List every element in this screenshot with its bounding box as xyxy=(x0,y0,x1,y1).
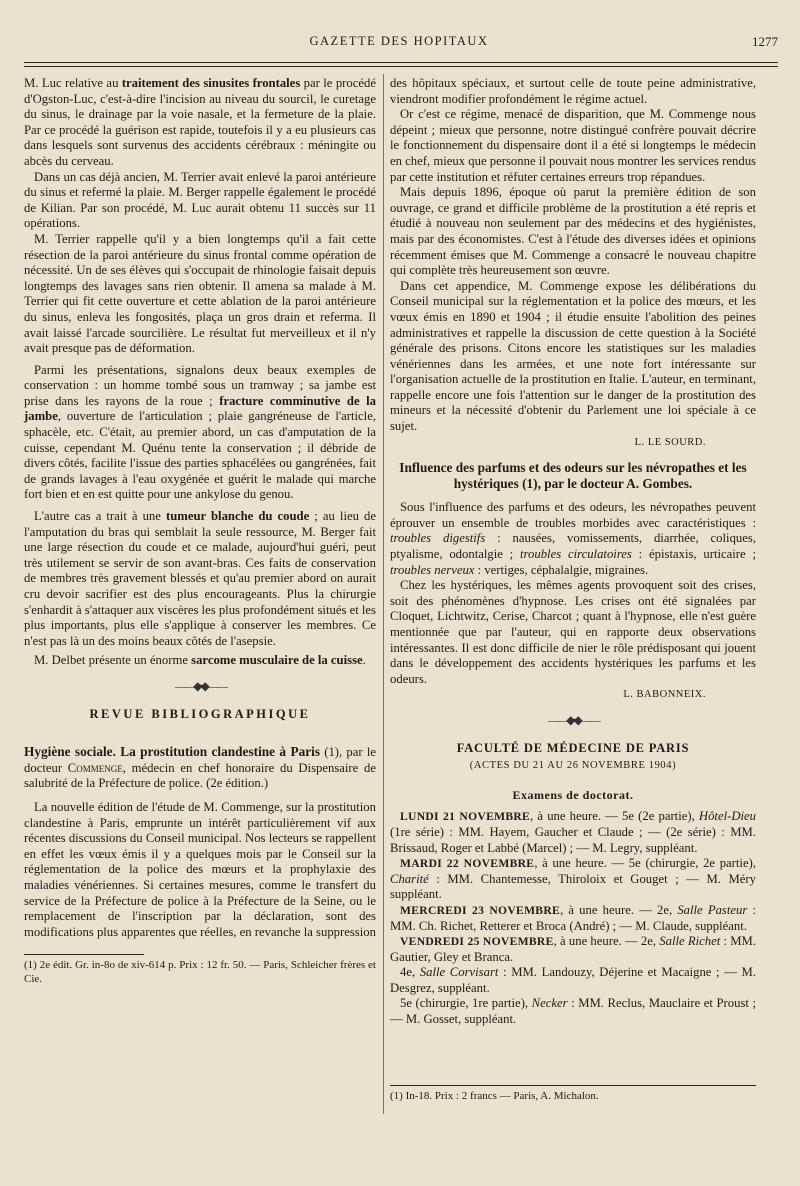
journal-title: GAZETTE DES HOPITAUX xyxy=(309,34,489,48)
right-column xyxy=(390,76,756,1028)
paragraph-presentations: Parmi les présentations, signalons deux beaux exemples de conservation : un homme tombé sous un tramway ; sa jambe est prise dans les rayons de la roue ; fracture comminutive de la jambe, ouverture de l'articulation ; plaie gangréneuse de l'article, sphacèle, etc. C'était, au premier abord, un cas d'amputation de la cuisse, cependant M. Quénu tente la conservation ; il débride de divers côtés, facilite l'issue des parties sphacélées ou gangrénées, fait de grands lavages à l'eau oxygénée et guérit le malade qui marche fort bien et en est quitte pour une ankylose du genou. xyxy=(24,362,376,502)
paragraph-hopitaux: des hôpitaux spéciaux, et surtout celle de toute peine administrative, viendront modifier profondément le régime actuel. xyxy=(390,76,756,106)
paragraph-regime: Or c'est ce régime, menacé de disparition, que M. Commenge nous dépeint ; mieux que personne, notre distingué confrère pouvait décrire le fonctionnement du dispensaire dont il a été si longtemps le médecin en chef, mieux que personne il pouvait nous montrer les services rendus par cette institution et réfuter certaines erreurs trop répandues. xyxy=(390,107,756,184)
exam-entry-necker: 5e (chirurgie, 1re partie), Necker : MM. Reclus, Mauclaire et Proust ; — M. Gosset, suppléant. xyxy=(390,996,756,1027)
exam-entry-corvisart: 4e, Salle Corvisart : MM. Landouzy, Déjerine et Macaigne ; — M. Desgrez, suppléant. xyxy=(390,965,756,995)
paragraph-appendice: Dans cet appendice, M. Commenge expose les délibérations du Conseil municipal sur la réglementation et la police des mœurs, et les vœux émis en 1890 et 1904 ; il étudie ensuite l'abolition des peines administratives et rappelle la discussion de cette question à la Société générale des prisons. Citons encore les statistiques sur les maladies vénériennes dans les armées, et une note fort intéressante sur l'organisation actuelle de la prostitution en Italie. L'auteur, en terminant, rappelle encore une fois l'attention sur le danger de la prostitution des mineurs et la nécessité d'obtenir du Parlement une loi spéciale à ce sujet. xyxy=(390,278,756,434)
signature-le-sourd: L. LE SOURD. xyxy=(634,436,706,448)
section-title-revue: REVUE BIBLIOGRAPHIQUE xyxy=(89,706,311,721)
exam-entry-mardi: MARDI 22 NOVEMBRE, à une heure. — 5e (chirurgie, 2e partie), Charité : MM. Chantemesse, Thiroloix et Gouget ; — M. Méry suppléant. xyxy=(390,856,756,902)
faculty-title: FACULTÉ DE MÉDECINE DE PARIS xyxy=(456,740,690,755)
exam-entry-vendredi: VENDREDI 25 NOVEMBRE, à une heure. — 2e, Salle Richet : MM. Gautier, Gley et Branca. xyxy=(390,934,756,964)
exam-entry-mercredi: MERCREDI 23 NOVEMBRE, à une heure. — 2e, Salle Pasteur : MM. Ch. Richet, Retterer et Broca (André) ; — M. Claude, suppléant. xyxy=(390,902,756,933)
section-separator-right: ——◆•◆—— xyxy=(548,712,598,727)
header-rule-top xyxy=(24,62,778,63)
exam-entry-lundi: LUNDI 21 NOVEMBRE, à une heure. — 5e (2e partie), Hôtel-Dieu (1re série) : MM. Hayem, Gaucher et Claude ; — (2e série) : MM. Brissaud, Roger et Labbé (Marcel) ; — M. Legry, suppléant. xyxy=(390,809,756,855)
footnote-right-block xyxy=(390,1085,756,1104)
header-rule-bottom xyxy=(24,66,778,67)
page-number: 1277 xyxy=(752,34,778,49)
paragraph-1896: Mais depuis 1896, époque où parut la première édition de son ouvrage, ce grand et difficile problème de la prostitution a été repris et étudié à nouveau non seulement par des médecins et des hygiénistes, mais par des économistes. C'est à l'étude des diverses idées et opinions récemment émises que M. Commenge a consacré le nouveau chapitre qui complète très heureusement son œuvre. xyxy=(390,185,756,278)
left-column xyxy=(24,76,376,986)
footnote-right: (1) In-18. Prix : 2 francs — Paris, A. Michalon. xyxy=(390,1090,599,1102)
paragraph-terrier-recall: M. Terrier rappelle qu'il y a bien longtemps qu'il a fait cette résection de la paroi antérieure du sinus frontal comme opération de nécessité. Un de ses élèves qui s'occupait de rhinologie faisait depuis longtemps des lavages sans rien obtenir. Il amena sa malade à M. Terrier qui fit cette ouverture et cette ablation de la paroi antérieure du sinus, enleva les fongosités, plaça un gros drain et referma. Il avait laissé l'arcade sourcilière. Le résultat fut merveilleux et il n'y avait presque pas de déformation. xyxy=(24,231,376,356)
section-separator: ——◆•◆—— xyxy=(175,678,225,693)
footnote-rule-right xyxy=(390,1085,756,1086)
column-divider xyxy=(383,74,384,1114)
faculty-subtitle: (ACTES DU 21 AU 26 NOVEMBRE 1904) xyxy=(469,760,677,772)
paragraph-parfums: Sous l'influence des parfums et des odeurs, les névropathes peuvent éprouver un ensemble de troubles morbides avec caractéristiques : troubles digestifs : nausées, vomissements, diarrhée, coliques, ptyalisme, odontalgie ; troubles circulatoires : épistaxis, urticaire ; troubles nerveux : vertiges, céphalalgie, migraines. xyxy=(390,500,756,577)
signature-babonneix: L. BABONNEIX. xyxy=(623,689,706,701)
footnote-rule xyxy=(24,954,144,955)
review-heading: Hygiène sociale. La prostitution clandestine à Paris (1), par le docteur Commenge, médecin en chef honoraire du Dispensaire de salubrité de la Préfecture de police. (2e édition.) xyxy=(24,744,376,791)
paragraph-delbet: M. Delbet présente un énorme sarcome musculaire de la cuisse. xyxy=(34,653,366,668)
paragraph-sinusites: M. Luc relative au traitement des sinusites frontales par le procédé d'Ogston-Luc, c'est-à-dire l'incision au niveau du sourcil, le curetage du sinus, le drainage par la voie nasale, et la fermeture de la plaie. Par ce procédé la guérison est rapide, toutefois il y a eu plusieurs cas dans lesquels sont survenus des accidents cérébraux : méningite ou abcès du cerveau. xyxy=(24,76,376,168)
paragraph-hysteriques: Chez les hystériques, les mêmes agents provoquent soit des crises, soit des phénomènes d'hypnose. Les crises ont été signalées par Cloquet, Lichtwitz, Cerise, Charcot ; quant à l'hypnose, elle n'est guère mentionnée que par l'auteur, qui en rapporte deux observations intéressantes. Il est donc difficile de nier le rôle prédisposant qui jouent dans le développement des accidents hystériques les parfums et les odeurs. xyxy=(390,578,756,686)
page-header xyxy=(20,34,778,56)
paragraph-tumeur-coude: L'autre cas a trait à une tumeur blanche du coude ; au lieu de l'amputation du bras qui semblait la seule ressource, M. Berger fait une large résection du coude et ce malade, aujourd'hui guéri, peut très utilement se servir de son avant-bras. Ces faits de conservation de membres très gravement blessés et qu'au premier abord on aurait cru devoir sacrifier est des plus encourageants. Plus la chirurgie s'enhardit à s'attaquer aux viscères les plus profondément situés et les plus importants, plus elle s'applique à conserver les membres. Ce n'est pas là un des moins beaux côtés de l'asepsie. xyxy=(24,509,376,648)
paragraph-terrier-case: Dans un cas déjà ancien, M. Terrier avait enlevé la paroi antérieure du sinus et refermé la plaie. M. Berger rappelle également le procédé de Kilian. Par son procédé, M. Luc aurait obtenu 11 succès sur 11 opérations. xyxy=(24,169,376,231)
paragraph-review-body: La nouvelle édition de l'étude de M. Commenge, sur la prostitution clandestine à Paris, emprunte un intérêt particulièrement vif aux récentes discussions du Conseil municipal. Nos lecteurs se rappellent en effet les vœux émis il y a quelques mois par le Conseil sur la réglementation de la police des mœurs et la prophylaxie des maladies vénériennes. Si certaines mesures, comme le transfert du service de la Préfecture de police à la Préfecture de la Seine, ou le remplacement de l'inscription par la déclaration, sont des modifications plus apparentes que réelles, en revanche la suppression xyxy=(24,799,376,939)
exam-heading: Examens de doctorat. xyxy=(512,787,634,802)
footnote-left: (1) 2e édit. Gr. in-8o de xiv-614 p. Prix : 12 fr. 50. — Paris, Schleicher frères et Cie. xyxy=(24,959,376,985)
article-title-parfums: Influence des parfums et des odeurs sur les névropathes et les hystériques (1), par le docteur A. Gombes. xyxy=(399,460,747,492)
